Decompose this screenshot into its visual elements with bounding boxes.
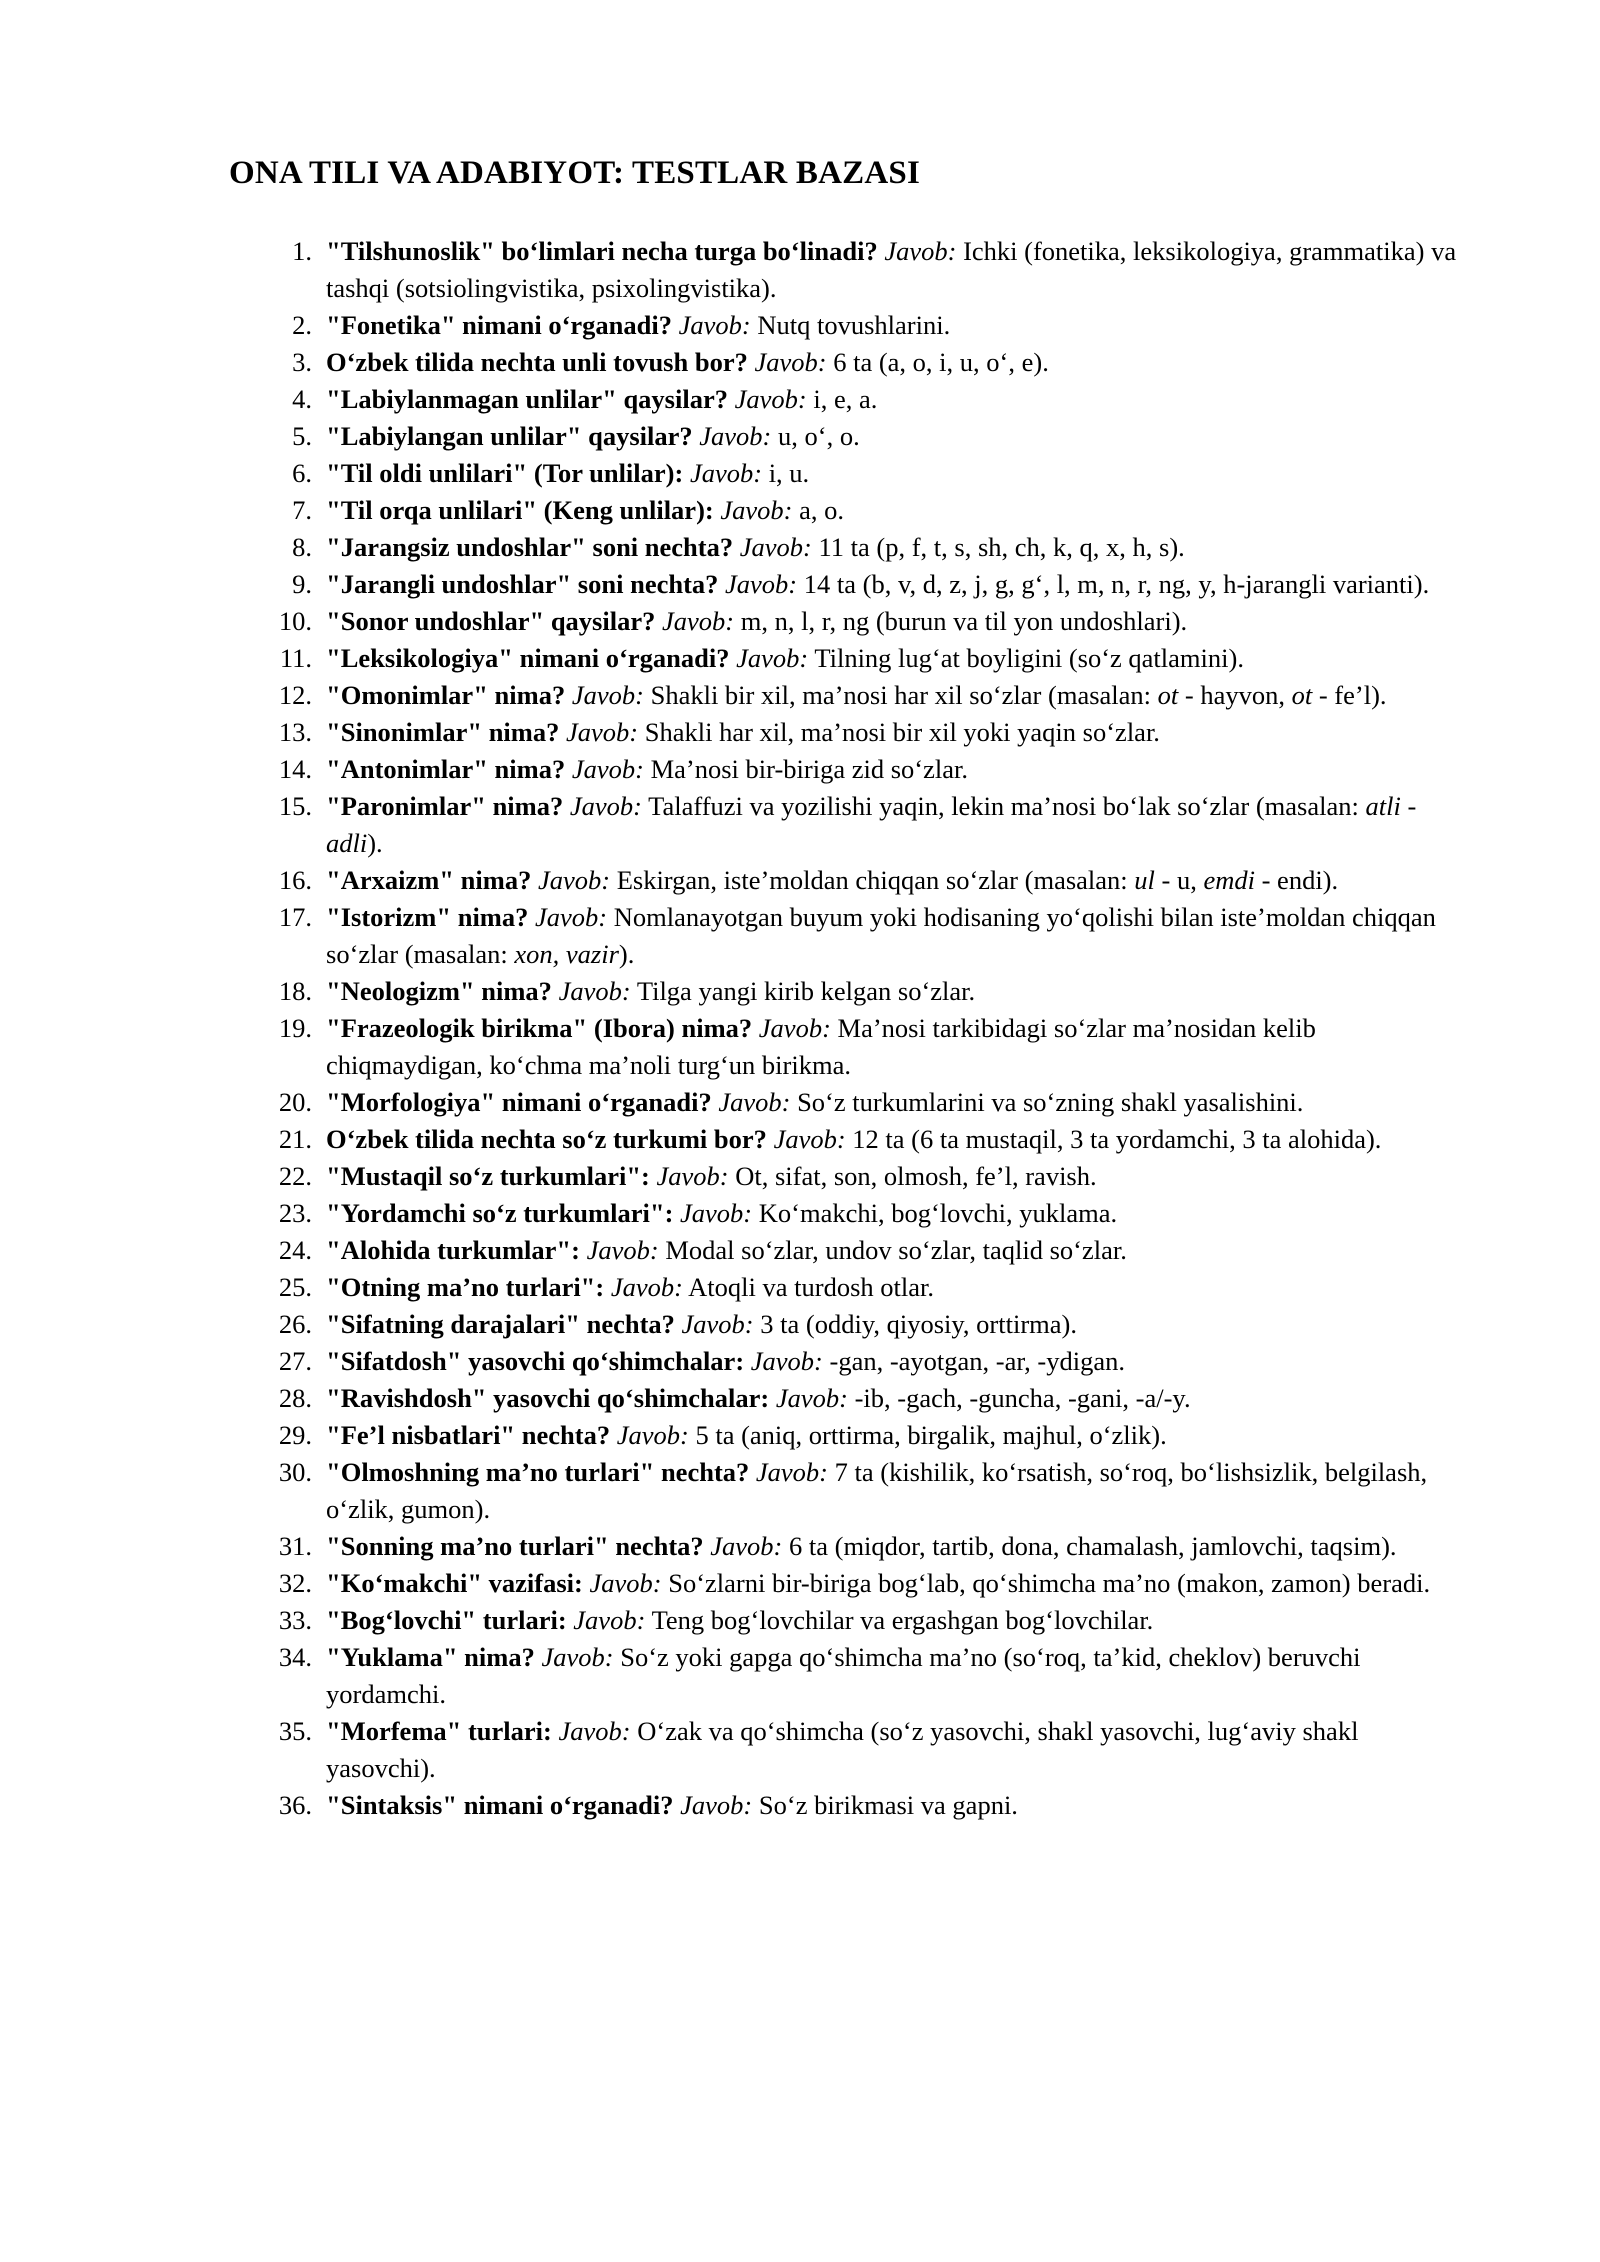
question-text: "Til oldi unlilari" (Tor unlilar): — [326, 458, 684, 488]
question-number: 8. — [292, 532, 312, 562]
question-text: "Antonimlar" nima? — [326, 754, 566, 784]
question-number: 3. — [292, 347, 312, 377]
answer-label: Javob: — [535, 902, 608, 932]
answer-label: Javob: — [773, 1124, 846, 1154]
question-text: "Labiylanmagan unlilar" qaysilar? — [326, 384, 728, 414]
question-text: "Ko‘makchi" vazifasi: — [326, 1568, 583, 1598]
question-number: 23. — [278, 1198, 312, 1228]
answer-text — [855, 1383, 1191, 1413]
answer-label: Javob: — [573, 1605, 646, 1635]
answer-text — [759, 1198, 1117, 1228]
question-number: 4. — [292, 384, 312, 414]
answer-segment: Atoqli va turdosh otlar. — [688, 1272, 934, 1302]
example-word: ot — [1157, 680, 1179, 710]
answer-segment: 12 ta (6 ta mustaqil, 3 ta yordamchi, 3 ta alohida). — [852, 1124, 1382, 1154]
answer-segment: m, n, l, r, ng (burun va til yon undoshlari). — [740, 606, 1188, 636]
question-item — [270, 1787, 1470, 1824]
question-number: 15. — [278, 791, 312, 821]
question-number: 13. — [278, 717, 312, 747]
question-item — [270, 1121, 1470, 1158]
question-number: 28. — [278, 1383, 312, 1413]
question-text: "Arxaizm" nima? — [326, 865, 532, 895]
question-text: "Leksikologiya" nimani o‘rganadi? — [326, 643, 730, 673]
question-text: "Fe’l nisbatlari" nechta? — [326, 1420, 611, 1450]
question-number: 21. — [278, 1124, 312, 1154]
answer-segment: Tilning lug‘at boyligini (so‘z qatlamini). — [814, 643, 1244, 673]
question-text: "Alohida turkumlar": — [326, 1235, 580, 1265]
question-item — [270, 1528, 1470, 1565]
question-item — [270, 566, 1470, 603]
question-item — [270, 529, 1470, 566]
answer-segment: Eskirgan, iste’moldan chiqqan so‘zlar (masalan: — [616, 865, 1135, 895]
question-number: 1. — [292, 236, 312, 266]
question-text: "Til orqa unlilari" (Keng unlilar): — [326, 495, 714, 525]
answer-segment: u, o‘, o. — [778, 421, 860, 451]
answer-text — [778, 421, 860, 451]
answer-text — [769, 458, 810, 488]
answer-segment: 7 ta (kishilik, ko‘rsatish, so‘roq, bo‘lishsizlik, belgilash, o‘zlik, gumon). — [326, 1457, 1428, 1524]
question-text: "Paronimlar" nima? — [326, 791, 564, 821]
answer-segment: So‘z birikmasi va gapni. — [758, 1790, 1018, 1820]
answer-text — [617, 865, 1338, 895]
question-text: O‘zbek tilida nechta so‘z turkumi bor? — [326, 1124, 767, 1154]
answer-segment: ). — [618, 939, 635, 969]
answer-label: Javob: — [720, 495, 793, 525]
question-text: "Olmoshning ma’no turlari" nechta? — [326, 1457, 750, 1487]
question-item — [270, 1639, 1470, 1713]
answer-segment: 5 ta (aniq, orttirma, birgalik, majhul, o‘zlik). — [695, 1420, 1167, 1450]
answer-segment: a, o. — [799, 495, 844, 525]
answer-segment: Modal so‘zlar, undov so‘zlar, taqlid so‘zlar. — [665, 1235, 1127, 1265]
question-item — [270, 344, 1470, 381]
question-text: O‘zbek tilida nechta unli tovush bor? — [326, 347, 748, 377]
answer-label: Javob: — [571, 680, 644, 710]
question-item — [270, 1269, 1470, 1306]
question-item — [270, 1380, 1470, 1417]
answer-label: Javob: — [739, 532, 812, 562]
answer-text — [804, 569, 1429, 599]
answer-text — [813, 384, 877, 414]
question-text: "Morfologiya" nimani o‘rganadi? — [326, 1087, 712, 1117]
answer-segment: Nomlanayotgan buyum yoki hodisaning yo‘qolishi bilan iste’moldan chiqqan so‘zlar (masalan: — [326, 902, 1436, 969]
question-text: "Yuklama" nima? — [326, 1642, 535, 1672]
answer-label: Javob: — [718, 1087, 791, 1117]
question-number: 29. — [278, 1420, 312, 1450]
answer-text — [645, 717, 1160, 747]
answer-segment: - hayvon, — [1178, 680, 1292, 710]
question-text: "Yordamchi so‘z turkumlari": — [326, 1198, 674, 1228]
question-number: 2. — [292, 310, 312, 340]
answer-label: Javob: — [558, 1716, 631, 1746]
question-text: "Sonning ma’no turlari" nechta? — [326, 1531, 704, 1561]
answer-label: Javob: — [725, 569, 798, 599]
question-text: "Sintaksis" nimani o‘rganadi? — [326, 1790, 674, 1820]
answer-text — [688, 1272, 934, 1302]
question-item — [270, 1158, 1470, 1195]
answer-label: Javob: — [571, 754, 644, 784]
answer-segment: Ma’nosi tarkibidagi so‘zlar ma’nosidan kelib chiqmaydigan, ko‘chma ma’noli turg‘un birikma. — [326, 1013, 1316, 1080]
answer-text — [668, 1568, 1430, 1598]
example-word: xon, vazir — [514, 939, 619, 969]
answer-text — [760, 1309, 1077, 1339]
question-item — [270, 973, 1470, 1010]
question-item — [270, 418, 1470, 455]
question-number: 14. — [278, 754, 312, 784]
question-item — [270, 714, 1470, 751]
answer-text — [757, 310, 950, 340]
answer-label: Javob: — [662, 606, 735, 636]
question-text: "Ravishdosh" yasovchi qo‘shimchalar: — [326, 1383, 770, 1413]
question-number: 5. — [292, 421, 312, 451]
question-item — [270, 751, 1470, 788]
answer-segment: So‘zlarni bir-biriga bog‘lab, qo‘shimcha ma’no (makon, zamon) beradi. — [668, 1568, 1431, 1598]
answer-segment: O‘zak va qo‘shimcha (so‘z yasovchi, shakl yasovchi, lug‘aviy shakl yasovchi). — [326, 1716, 1359, 1783]
answer-label: Javob: — [710, 1531, 783, 1561]
answer-segment: - — [1400, 791, 1417, 821]
answer-segment: Shakli bir xil, ma’nosi har xil so‘zlar (masalan: — [650, 680, 1158, 710]
question-item — [270, 1232, 1470, 1269]
question-text: "Omonimlar" nima? — [326, 680, 566, 710]
question-item — [270, 677, 1470, 714]
answer-segment: Shakli har xil, ma’nosi bir xil yoki yaqin so‘zlar. — [644, 717, 1160, 747]
question-number: 6. — [292, 458, 312, 488]
answer-label: Javob: — [610, 1272, 683, 1302]
question-number: 25. — [278, 1272, 312, 1302]
answer-text — [852, 1124, 1381, 1154]
answer-label: Javob: — [681, 1309, 754, 1339]
question-number: 22. — [278, 1161, 312, 1191]
question-item — [270, 1084, 1470, 1121]
question-item — [270, 233, 1470, 307]
question-item — [270, 455, 1470, 492]
question-item — [270, 1713, 1470, 1787]
answer-label: Javob: — [541, 1642, 614, 1672]
answer-text — [818, 532, 1184, 562]
answer-text — [833, 347, 1049, 377]
answer-label: Javob: — [680, 1198, 753, 1228]
answer-label: Javob: — [734, 384, 807, 414]
example-word: adli — [326, 828, 368, 858]
question-number: 20. — [278, 1087, 312, 1117]
answer-label: Javob: — [736, 643, 809, 673]
question-text: "Istorizm" nima? — [326, 902, 529, 932]
question-number: 36. — [278, 1790, 312, 1820]
answer-text — [652, 1605, 1154, 1635]
question-number: 31. — [278, 1531, 312, 1561]
question-text: "Otning ma’no turlari": — [326, 1272, 605, 1302]
question-item — [270, 1565, 1470, 1602]
answer-text — [789, 1531, 1397, 1561]
answer-text — [695, 1420, 1166, 1450]
answer-segment: Talaffuzi va yozilishi yaqin, lekin ma’nosi bo‘lak so‘zlar (masalan: — [648, 791, 1366, 821]
question-number: 9. — [292, 569, 312, 599]
answer-text — [651, 754, 968, 784]
question-number: 35. — [278, 1716, 312, 1746]
answer-text — [637, 976, 975, 1006]
answer-segment: Ma’nosi bir-biriga zid so‘zlar. — [650, 754, 968, 784]
question-item — [270, 492, 1470, 529]
example-word: ul — [1134, 865, 1155, 895]
answer-label: Javob: — [750, 1346, 823, 1376]
answer-segment: 14 ta (b, v, d, z, j, g, g‘, l, m, n, r, ng, y, h-jarangli varianti). — [803, 569, 1430, 599]
answer-text — [830, 1346, 1125, 1376]
answer-segment: Nutq tovushlarini. — [757, 310, 951, 340]
question-text: "Jarangsiz undoshlar" soni nechta? — [326, 532, 734, 562]
question-number: 32. — [278, 1568, 312, 1598]
answer-label: Javob: — [884, 236, 957, 266]
answer-segment: - fe’l). — [1312, 680, 1387, 710]
question-number: 10. — [278, 606, 312, 636]
answer-segment: - endi). — [1254, 865, 1339, 895]
question-text: "Bog‘lovchi" turlari: — [326, 1605, 567, 1635]
answer-segment: -gan, -ayotgan, -ar, -ydigan. — [829, 1346, 1125, 1376]
question-item — [270, 1306, 1470, 1343]
answer-segment: Ot, sifat, son, olmosh, fe’l, ravish. — [735, 1161, 1097, 1191]
question-text: "Sifatning darajalari" nechta? — [326, 1309, 675, 1339]
example-word: ot — [1291, 680, 1313, 710]
document-title: ONA TILI VA ADABIYOT: TESTLAR BAZASI — [229, 155, 920, 191]
question-text: "Frazeologik birikma" (Ibora) nima? — [326, 1013, 753, 1043]
answer-label: Javob: — [758, 1013, 831, 1043]
answer-text — [665, 1235, 1127, 1265]
answer-segment: - u, — [1154, 865, 1204, 895]
answer-label: Javob: — [537, 865, 611, 895]
question-number: 24. — [278, 1235, 312, 1265]
answer-segment: So‘z turkumlarini va so‘zning shakl yasalishini. — [797, 1087, 1304, 1117]
question-item — [270, 899, 1470, 973]
answer-label: Javob: — [680, 1790, 753, 1820]
question-list — [270, 233, 1470, 1824]
question-item — [270, 1195, 1470, 1232]
answer-segment: ). — [367, 828, 383, 858]
question-text: "Neologizm" nima? — [326, 976, 552, 1006]
answer-label: Javob: — [678, 310, 751, 340]
question-number: 33. — [278, 1605, 312, 1635]
example-word: emdi — [1203, 865, 1255, 895]
answer-segment: Ko‘makchi, bog‘lovchi, yuklama. — [758, 1198, 1118, 1228]
answer-label: Javob: — [586, 1235, 659, 1265]
question-number: 30. — [278, 1457, 312, 1487]
answer-segment: 6 ta (a, o, i, u, o‘, e). — [833, 347, 1049, 377]
answer-text — [797, 1087, 1303, 1117]
question-number: 27. — [278, 1346, 312, 1376]
question-number: 17. — [278, 902, 312, 932]
question-item — [270, 788, 1470, 862]
question-item — [270, 603, 1470, 640]
question-text: "Fonetika" nimani o‘rganadi? — [326, 310, 672, 340]
answer-segment: Tilga yangi kirib kelgan so‘zlar. — [636, 976, 976, 1006]
answer-label: Javob: — [754, 347, 827, 377]
answer-text — [799, 495, 844, 525]
question-item — [270, 307, 1470, 344]
answer-label: Javob: — [755, 1457, 828, 1487]
answer-segment: i, e, a. — [813, 384, 878, 414]
question-item — [270, 640, 1470, 677]
question-number: 11. — [279, 643, 312, 673]
answer-segment: i, u. — [768, 458, 810, 488]
question-number: 18. — [278, 976, 312, 1006]
answer-label: Javob: — [656, 1161, 729, 1191]
answer-text — [651, 680, 1387, 710]
question-number: 26. — [278, 1309, 312, 1339]
question-text: "Tilshunoslik" bo‘limlari necha turga bo‘linadi? — [326, 236, 878, 266]
question-item — [270, 381, 1470, 418]
question-text: "Sinonimlar" nima? — [326, 717, 560, 747]
answer-label: Javob: — [569, 791, 642, 821]
answer-segment: So‘z yoki gapga qo‘shimcha ma’no (so‘roq, ta’kid, cheklov) beruvchi yordamchi. — [326, 1642, 1361, 1709]
answer-text — [735, 1161, 1096, 1191]
answer-text — [741, 606, 1187, 636]
question-text: "Jarangli undoshlar" soni nechta? — [326, 569, 719, 599]
answer-text — [759, 1790, 1018, 1820]
answer-segment: -ib, -gach, -guncha, -gani, -a/-y. — [854, 1383, 1191, 1413]
answer-label: Javob: — [699, 421, 772, 451]
answer-segment: 6 ta (miqdor, tartib, dona, chamalash, jamlovchi, taqsim). — [789, 1531, 1397, 1561]
question-item — [270, 862, 1470, 899]
question-text: "Sifatdosh" yasovchi qo‘shimchalar: — [326, 1346, 745, 1376]
question-text: "Morfema" turlari: — [326, 1716, 552, 1746]
question-text: "Labiylangan unlilar" qaysilar? — [326, 421, 693, 451]
answer-label: Javob: — [566, 717, 639, 747]
question-item — [270, 1454, 1470, 1528]
answer-segment: Ichki (fonetika, leksikologiya, grammatika) va tashqi (sotsiolingvistika, psixolingvistika). — [326, 236, 1457, 303]
example-word: atli — [1365, 791, 1401, 821]
answer-segment: 11 ta (p, f, t, s, sh, ch, k, q, x, h, s). — [818, 532, 1185, 562]
answer-segment: 3 ta (oddiy, qiyosiy, orttirma). — [760, 1309, 1077, 1339]
answer-label: Javob: — [775, 1383, 848, 1413]
answer-label: Javob: — [558, 976, 631, 1006]
question-item — [270, 1343, 1470, 1380]
answer-text — [814, 643, 1244, 673]
question-item — [270, 1417, 1470, 1454]
answer-label: Javob: — [689, 458, 763, 488]
answer-label: Javob: — [616, 1420, 689, 1450]
question-item — [270, 1010, 1470, 1084]
answer-label: Javob: — [589, 1568, 662, 1598]
question-number: 16. — [278, 865, 312, 895]
question-text: "Sonor undoshlar" qaysilar? — [326, 606, 656, 636]
question-number: 7. — [292, 495, 312, 525]
question-text: "Mustaqil so‘z turkumlari": — [326, 1161, 650, 1191]
question-number: 19. — [278, 1013, 312, 1043]
question-number: 34. — [278, 1642, 312, 1672]
answer-segment: Teng bog‘lovchilar va ergashgan bog‘lovchilar. — [651, 1605, 1154, 1635]
question-item — [270, 1602, 1470, 1639]
question-number: 12. — [278, 680, 312, 710]
